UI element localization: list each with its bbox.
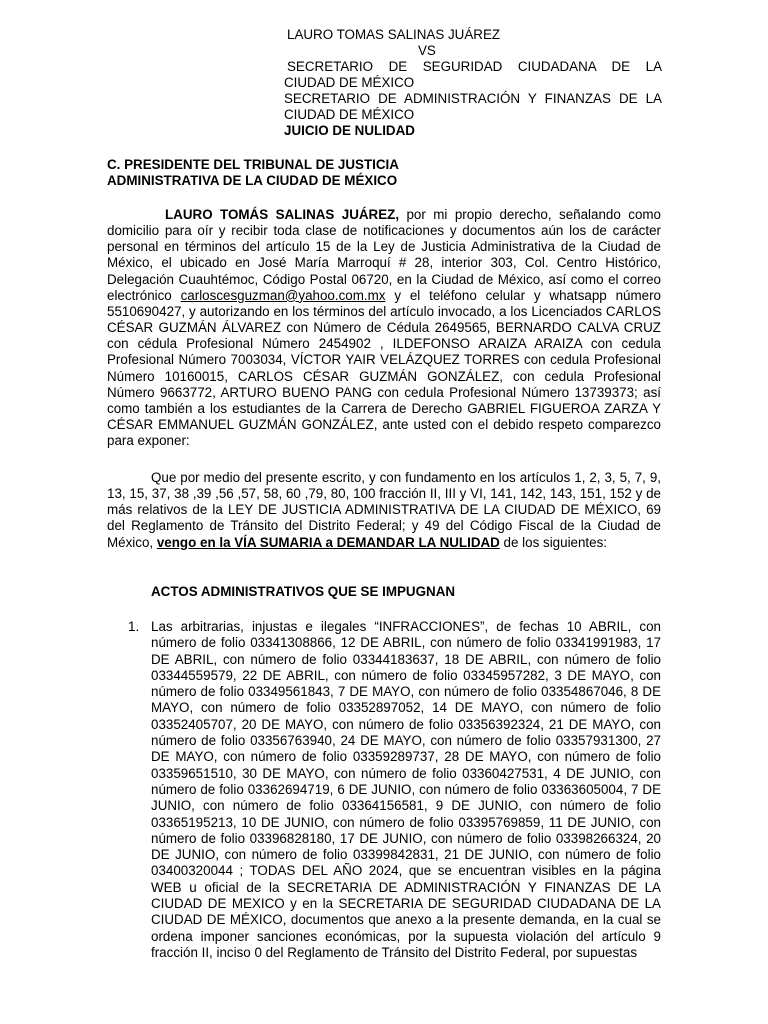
intro-text-1: por mi propio derecho, señalando como domicilio para oír y recibir toda clase de notificaciones y documentos aún los de carácter personal en términos del artículo 15 de la Ley de Justicia Administrativa de la Ciudad de México, el ubicado en José María Marroquí # 28, interior 303, Col. Centro Histórico, Delegación Cuauhtémoc, Código Postal 06720, en la Ciudad de México, así como el correo electrónico (107, 207, 661, 303)
case-header (284, 27, 662, 139)
statement-text-1: Que por medio del presente escrito, y con fundamento en los artículos 1, 2, 3, 5, 7, 9, 13, 15, 37, 38 ,39 ,56 ,57, 58, 60 ,79, 80, 100 fracción II, III y VI, 141, 142, 143, 151, 152 y de más relativos de la LEY DE JUSTICIA ADMINISTRATIVA DE LA CIUDAD DE MÉXICO, 69 del Reglamento de Tránsito del Distrito Federal; y 49 del Código Fiscal de la Ciudad de México, (107, 470, 661, 550)
email-link[interactable]: carloscesguzman@yahoo.com.mx (180, 287, 386, 303)
list-item: Las arbitrarias, injustas e ilegales “INFRACCIONES”, de fechas 10 ABRIL, con número de folio 03341308866, 12 DE ABRIL, con número de folio 03341991983, 17 DE ABRIL, con número de folio 03344183637, 18 DE ABRIL, con número de folio 03344559579, 22 DE ABRIL, con número de folio 03345957282, 3 DE MAYO, con número de folio 03349561843, 7 DE MAYO, con número de folio 03354867046, 8 DE MAYO, con número de folio 03352897052, 14 DE MAYO, con número de folio 03352405707, 20 DE MAYO, con número de folio 03356392324, 21 DE MAYO, con número de folio 03356763940, 24 DE MAYO, con número de folio 03357931300, 27 DE MAYO, con número de folio 03359289737, 28 DE MAYO, con número de folio 03359651510, 30 DE MAYO, con número de folio 03360427531, 4 DE JUNIO, con número de folio 03362694719, 6 DE JUNIO, con número de folio 03363605004, 7 DE JUNIO, con número de folio 03364156581, 9 DE JUNIO, con número de folio 03365195213, 10 DE JUNIO, con número de folio 03395769859, 11 DE JUNIO, con número de folio 03396828180, 17 DE JUNIO, con número de folio 03398266324, 20 DE JUNIO, con número de folio 03399842831, 21 DE JUNIO, con número de folio 03400320044 ; TODAS DEL AÑO 2024, que se encuentran visibles en la página WEB u oficial de la SECRETARIA DE ADMINISTRACIÓN Y FINANZAS DE LA CIUDAD DE MEXICO y en la SECRETARIA DE SEGURIDAD CIUDADANA DE LA CIUDAD DE MÉXICO, documentos que anexo a la presente demanda, en la cual se ordena imponer sanciones económicas, por la supuesta violación del artículo 9 fracción II, inciso 0 del Reglamento de Tránsito del Distrito Federal, por supuestas (151, 619, 661, 960)
defendant-2-line1: SECRETARIO DE ADMINISTRACIÓN Y FINANZAS DE LA (284, 91, 662, 106)
case-type: JUICIO DE NULIDAD (284, 123, 415, 138)
addressee (107, 157, 399, 189)
statement-text-2: de los siguientes: (499, 534, 608, 550)
statement-emphasis: vengo en la VÍA SUMARIA a DEMANDAR LA NULIDAD (156, 534, 500, 550)
defendant-1-line1: SECRETARIO DE SEGURIDAD CIUDADANA DE LA (287, 59, 662, 74)
list-item-number: 1. (128, 619, 140, 634)
plaintiff-full-name: LAURO TOMÁS SALINAS JUÁREZ, (165, 207, 400, 222)
intro-paragraph (107, 207, 661, 449)
intro-text-2: y el teléfono celular y whatsapp número 5510690427, y autorizando en los términos del artículo invocado, a los Licenciados CARLOS CÉSAR GUZMÁN ÁLVAREZ con Número de Cédula 2649565, BERNARDO CALVA CRUZ con cédula Profesional Número 2454902 , ILDEFONSO ARAIZA ARAIZA con cedula Profesional Número 7003034, VÍCTOR YAIR VELÁZQUEZ TORRES con cedula Profesional Número 10160015, CARLOS CÉSAR GUZMÁN GONZÁLEZ, con cedula Profesional Número 9663772, ARTURO BUENO PANG con cedula Profesional Número 13739373; así como también a los estudiantes de la Carrera de Derecho GABRIEL FIGUEROA ZARZA Y CÉSAR EMMANUEL GUZMÁN GONZÁLEZ, ante usted con el debido respeto comparezco para exponer: (107, 287, 661, 449)
plaintiff-name: LAURO TOMAS SALINAS JUÁREZ (287, 27, 501, 42)
defendant-1-line2: CIUDAD DE MÉXICO (284, 75, 415, 90)
defendant-2-line2: CIUDAD DE MÉXICO (284, 107, 415, 122)
versus-label: VS (418, 43, 436, 58)
section-title: ACTOS ADMINISTRATIVOS QUE SE IMPUGNAN (151, 584, 456, 599)
statement-paragraph (107, 470, 661, 551)
addressee-line1: C. PRESIDENTE DEL TRIBUNAL DE JUSTICIA (107, 157, 399, 172)
addressee-line2: ADMINISTRATIVA DE LA CIUDAD DE MÉXICO (107, 173, 398, 188)
